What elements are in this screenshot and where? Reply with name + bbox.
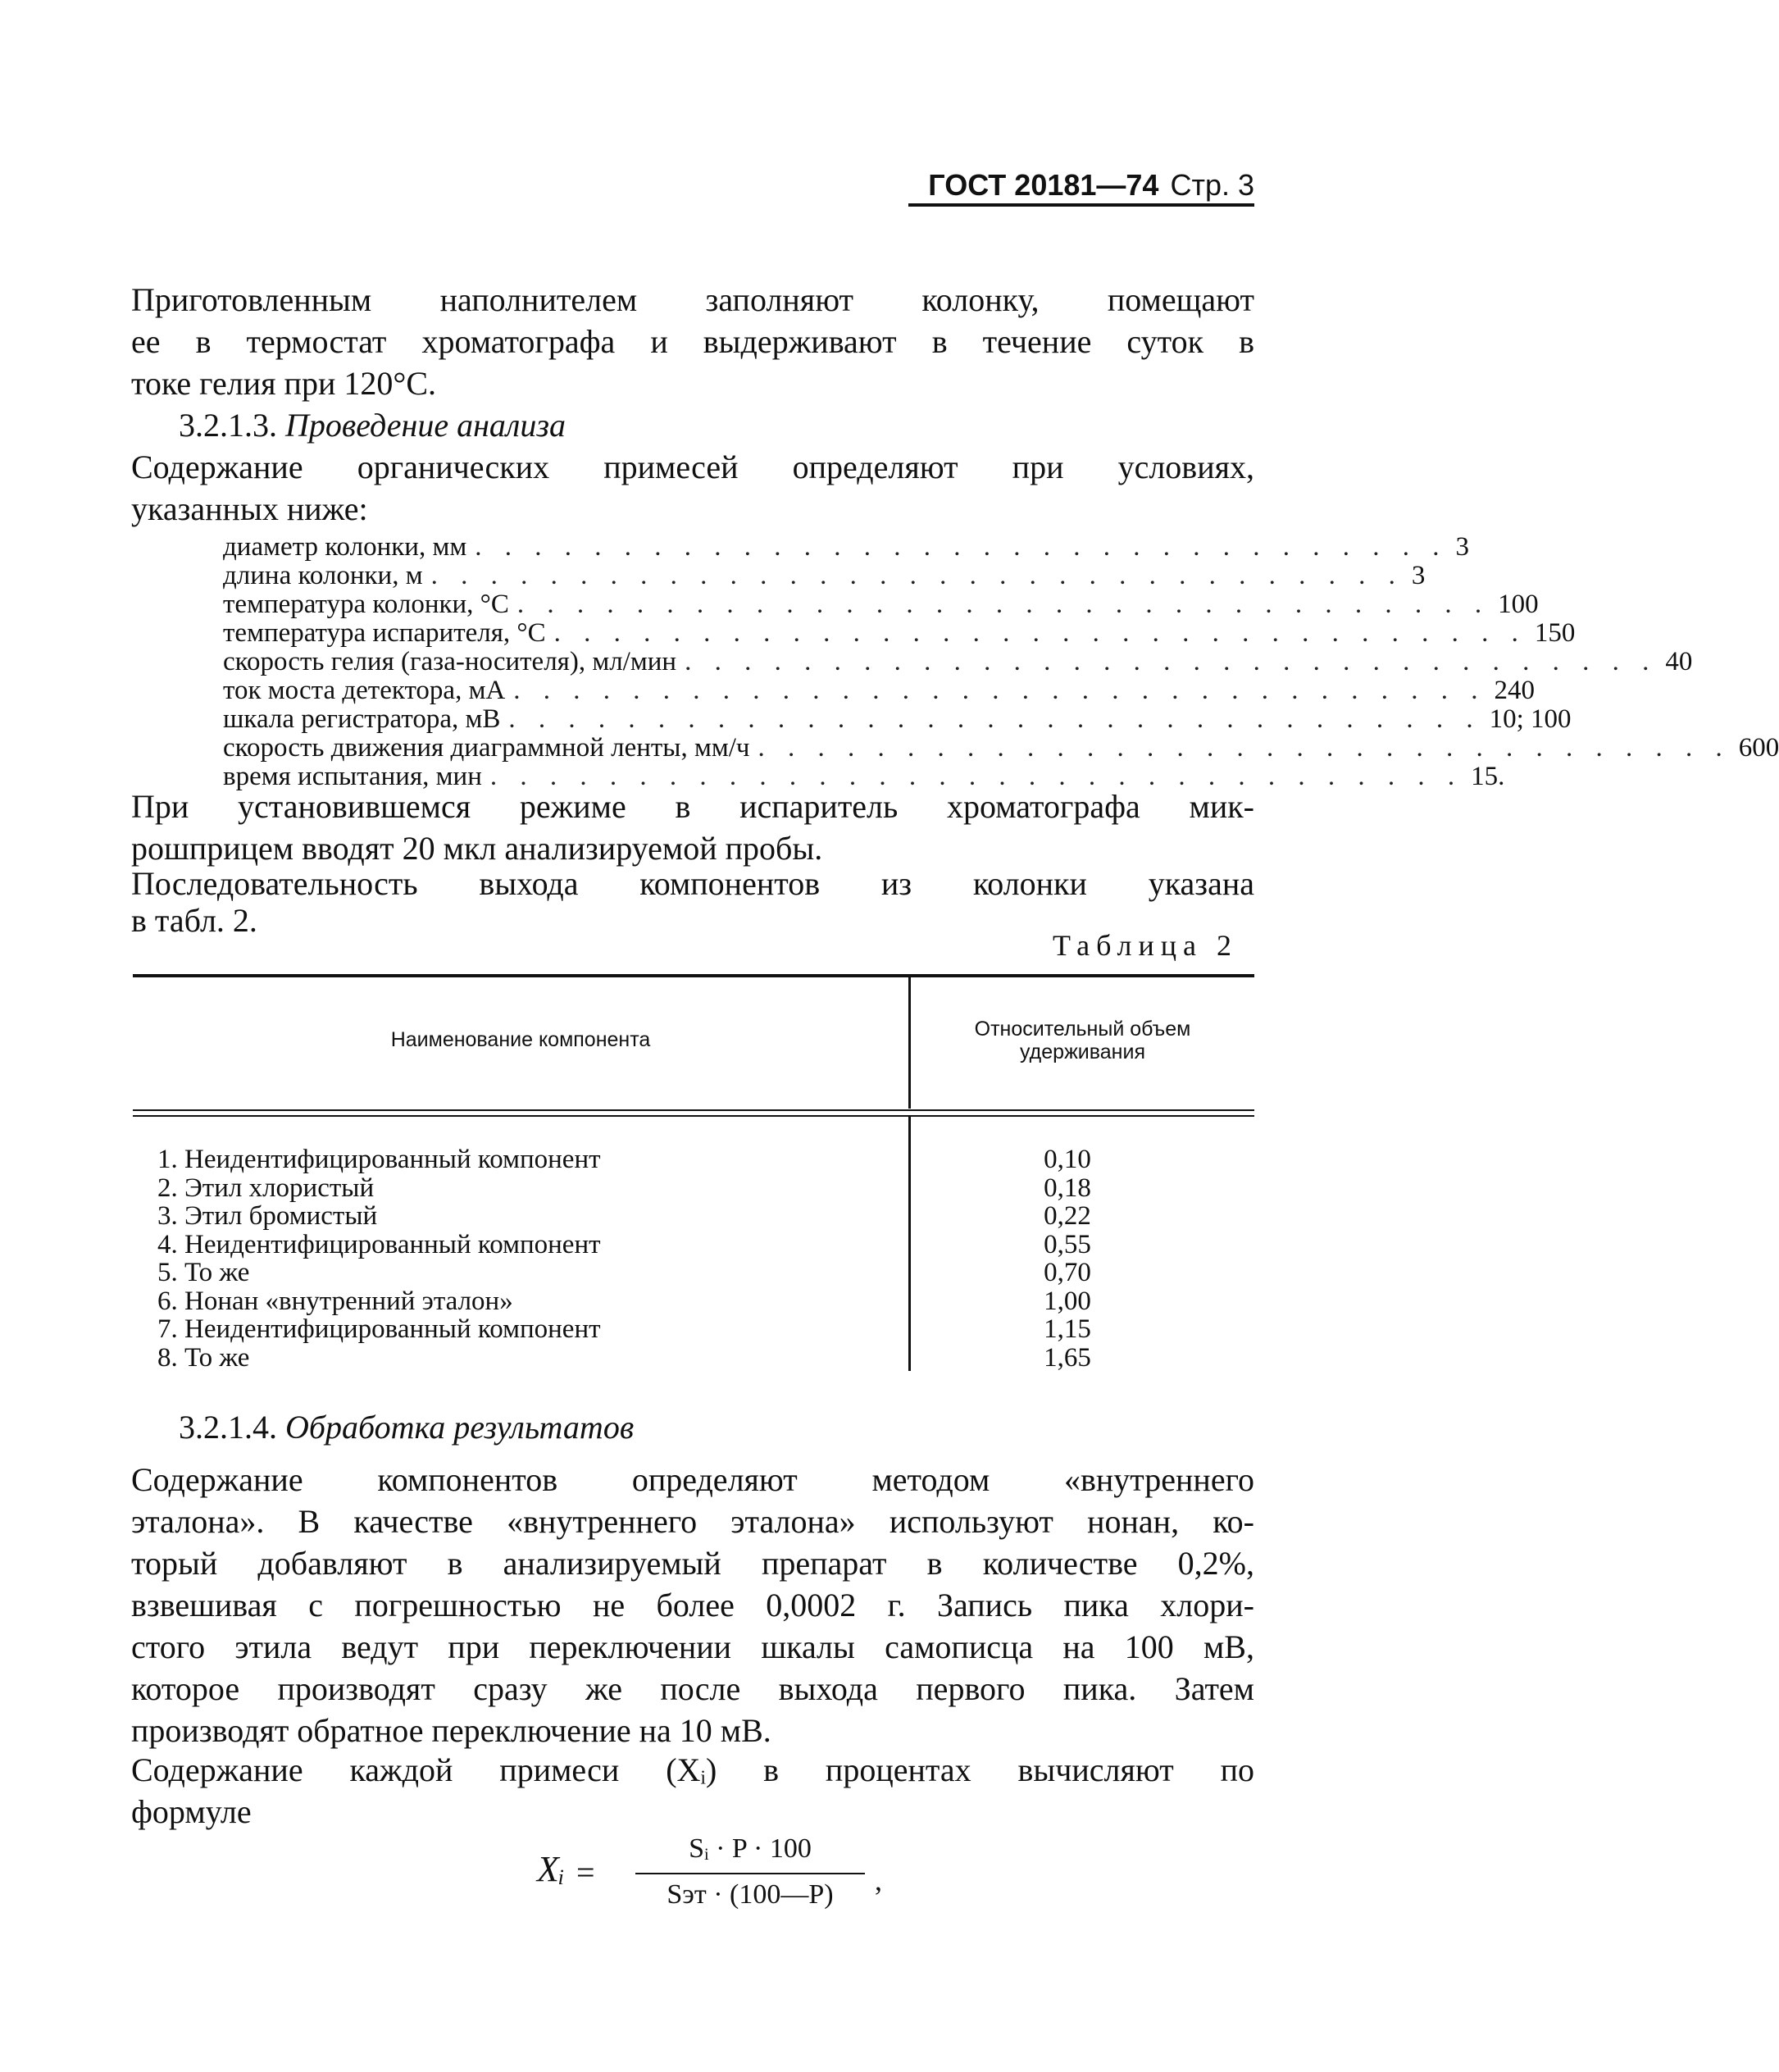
- fraction-bar: [635, 1873, 865, 1874]
- text-line: стого этила ведут при переключении шкалы самописца на 100 мВ,: [131, 1628, 1254, 1665]
- table-row: 1. Неидентифицированный компонент 0,10: [157, 1145, 1091, 1174]
- text-line: Содержание компонентов определяют методом «внутреннего: [131, 1461, 1254, 1498]
- condition-row: температура испарителя, °С . . . . . . . . . . . . . . . . . . . . . . . . . . . . . . . . . 150: [223, 618, 1576, 648]
- table-body: [157, 1145, 1240, 1372]
- table-header-rule-2: [133, 1115, 1254, 1117]
- table-row: 5. То же 0,70: [157, 1258, 1091, 1287]
- text-line: Содержание органических примесей определяют при условиях,: [131, 449, 1254, 485]
- condition-row: скорость движения диаграммной ленты, мм/ч . . . . . . . . . . . . . . . . . . . . . . . . . . . . . . . . . 600: [223, 733, 1779, 763]
- text-line: которое производят сразу же после выхода первого пика. Затем: [131, 1670, 1254, 1707]
- text-line: При установившемся режиме в испаритель хроматографа мик-: [131, 788, 1254, 825]
- table-row: 7. Неидентифицированный компонент 1,15: [157, 1314, 1091, 1344]
- table-row: 2. Этил хлористый 0,18: [157, 1173, 1091, 1203]
- section-title: Обработка результатов: [285, 1409, 635, 1446]
- section-number: 3.2.1.4.: [179, 1409, 277, 1446]
- text-line: Последовательность выхода компонентов из колонки указана: [131, 865, 1254, 902]
- text-line: торый добавляют в анализируемый препарат в количестве 0,2%,: [131, 1545, 1254, 1582]
- header-rule: [908, 203, 1254, 207]
- condition-row: длина колонки, м . . . . . . . . . . . . . . . . . . . . . . . . . . . . . . . . . 3: [223, 561, 1426, 590]
- standard-number: ГОСТ 20181—74: [928, 168, 1159, 202]
- text-line: Приготовленным наполнителем заполняют колонку, помещают: [131, 281, 1254, 318]
- section-title: Проведение анализа: [285, 407, 566, 444]
- condition-row: время испытания, мин . . . . . . . . . . . . . . . . . . . . . . . . . . . . . . . . . 15.: [223, 762, 1505, 791]
- page-header: [894, 168, 1254, 203]
- table-row: 6. Нонан «внутренний эталон» 1,00: [157, 1286, 1091, 1316]
- condition-row: скорость гелия (газа-носителя), мл/мин . . . . . . . . . . . . . . . . . . . . . . . . . . . . . . . . . 40: [223, 647, 1693, 676]
- section-number: 3.2.1.3.: [179, 407, 277, 444]
- text-line: в табл. 2.: [131, 902, 257, 939]
- formula-comma: ,: [875, 1864, 882, 1897]
- table-row: 4. Неидентифицированный компонент 0,55: [157, 1229, 1091, 1259]
- page-number: Стр. 3: [1170, 168, 1254, 202]
- text-line: токе гелия при 120°С.: [131, 365, 437, 402]
- condition-row: диаметр колонки, мм . . . . . . . . . . . . . . . . . . . . . . . . . . . . . . . . . 3: [223, 532, 1469, 562]
- condition-row: шкала регистратора, мВ . . . . . . . . . . . . . . . . . . . . . . . . . . . . . . . . . 10; 100: [223, 704, 1572, 734]
- text-line: указанных ниже:: [131, 490, 368, 527]
- table-col2-header: Относительный объем удерживания: [974, 1018, 1191, 1063]
- formula-equals: =: [576, 1854, 595, 1891]
- formula-numerator: Sᵢ · P · 100: [689, 1833, 812, 1864]
- conditions-list: [223, 532, 1779, 791]
- table-top-rule: [133, 974, 1254, 977]
- condition-row: температура колонки, °С . . . . . . . . . . . . . . . . . . . . . . . . . . . . . . . . . 100: [223, 590, 1539, 619]
- condition-row: ток моста детектора, мА . . . . . . . . . . . . . . . . . . . . . . . . . . . . . . . . . 240: [223, 676, 1536, 705]
- text-line: Содержание каждой примеси (Xᵢ) в процентах вычисляют по: [131, 1751, 1254, 1788]
- table-header-rule: [133, 1109, 1254, 1111]
- text-line: производят обратное переключение на 10 мВ.: [131, 1712, 771, 1749]
- table-caption: Таблица 2: [1053, 929, 1238, 962]
- text-line: взвешивая с погрешностью не более 0,0002 г. Запись пика хлори-: [131, 1587, 1254, 1623]
- formula: [537, 1833, 881, 1924]
- section-heading-3213: [179, 404, 1244, 446]
- formula-lhs: Xᵢ: [537, 1849, 565, 1889]
- section-heading-3214: [179, 1406, 1244, 1448]
- text-line: рошприцем вводят 20 мкл анализируемой пробы.: [131, 830, 823, 867]
- table-row: 3. Этил бромистый 0,22: [157, 1201, 1091, 1231]
- text-line: ее в термостат хроматографа и выдерживают в течение суток в: [131, 323, 1254, 360]
- formula-denominator: Sэт · (100—P): [667, 1879, 834, 1910]
- table-row: 8. То же 1,65: [157, 1342, 1091, 1373]
- text-line: эталона». В качестве «внутреннего эталона» используют нонан, ко-: [131, 1503, 1254, 1540]
- table-col1-header: Наименование компонента: [390, 1028, 651, 1051]
- text-line: формуле: [131, 1793, 252, 1830]
